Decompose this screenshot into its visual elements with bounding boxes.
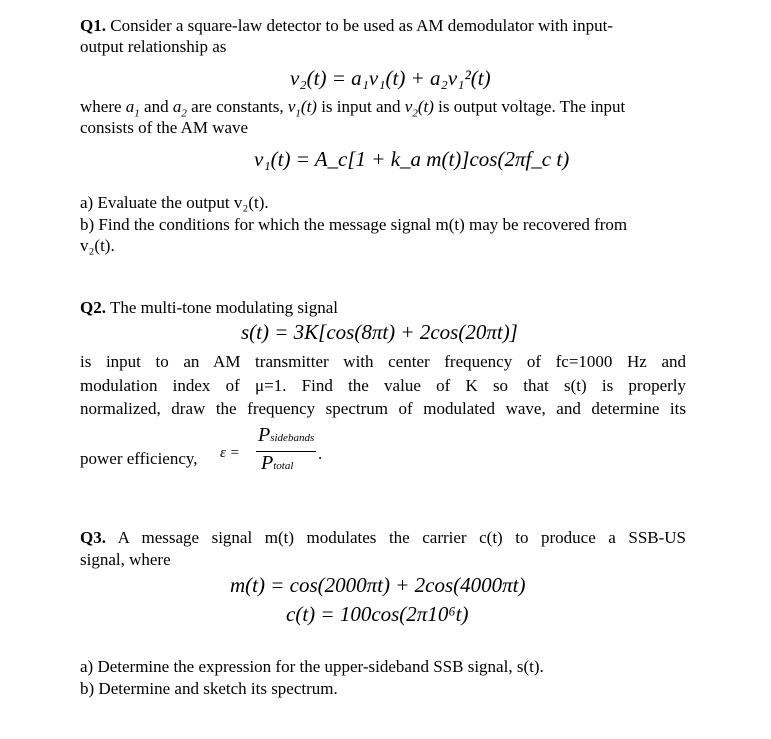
q2-epsilon: ε = bbox=[220, 445, 240, 461]
q1-part-b-line1: b) Find the conditions for which the message signal m(t) may be recovered from bbox=[80, 215, 628, 234]
q1-part-b-line2: v₂(t). bbox=[80, 236, 115, 255]
q1-var-a2: $a_2$ bbox=[172, 97, 187, 120]
q3-part-a: a) Determine the expression for the upper-sideband SSB signal, s(t). bbox=[80, 657, 544, 676]
q1-equation2 bbox=[254, 146, 569, 172]
q1-where-text-a: where bbox=[80, 97, 126, 116]
q3-equation2 bbox=[286, 601, 468, 627]
q1-var-v2: $v_2(t)$ bbox=[404, 97, 434, 120]
q2-intro-text: The multi-tone modulating signal bbox=[109, 298, 338, 317]
q1-intro-line1 bbox=[80, 15, 613, 36]
q2-body-line1: is input to an AM transmitter with center frequency of fc=1000 Hz and bbox=[80, 352, 686, 371]
q3-equation1 bbox=[230, 572, 526, 598]
q3-intro-line2: signal, where bbox=[80, 550, 171, 569]
q2-frac-den bbox=[261, 453, 293, 477]
q2-efficiency-formula bbox=[216, 425, 326, 480]
q1-var-a1: $a_1$ bbox=[125, 97, 140, 120]
q3-heading: Q3. bbox=[80, 528, 106, 547]
q3-part-b: b) Determine and sketch its spectrum. bbox=[80, 679, 338, 698]
q2-intro-line bbox=[80, 297, 338, 318]
q1-where-text-d: is input and bbox=[316, 97, 405, 116]
q1-where-line1 bbox=[80, 96, 626, 120]
q2-frac-den-sub: total bbox=[273, 460, 294, 472]
q1-intro-line2: output relationship as bbox=[80, 37, 227, 56]
q2-frac-num-p: P bbox=[258, 424, 271, 446]
q2-equation-text: s(t) = 3K[cos(8πt) + 2cos(20πt)] bbox=[241, 320, 518, 344]
q2-power-label: power efficiency, bbox=[80, 449, 198, 468]
q2-heading: Q2. bbox=[80, 298, 106, 317]
q1-heading: Q1. bbox=[80, 16, 106, 35]
q1-where-text-e: is output voltage. The input bbox=[433, 97, 626, 116]
q2-body-line2: modulation index of μ=1. Find the value of K so that s(t) is properly bbox=[80, 376, 686, 395]
q3-intro-line1 bbox=[80, 527, 686, 548]
q1-where-line2: consists of the AM wave bbox=[80, 118, 249, 137]
q2-frac-num-sub: sidebands bbox=[270, 432, 315, 444]
q2-frac-num bbox=[258, 425, 314, 449]
q2-frac-den-p: P bbox=[261, 452, 274, 474]
q3-equation1-text: m(t) = cos(2000πt) + 2cos(4000πt) bbox=[230, 573, 526, 597]
q1-equation1-text: v₂(t) = a₁v₁(t) + a₂v₁²(t) bbox=[290, 66, 491, 90]
q1-equation1 bbox=[290, 65, 491, 91]
q2-equation bbox=[241, 319, 518, 345]
q1-intro-text: Consider a square-law detector to be used as AM demodulator with input- bbox=[110, 16, 614, 35]
q1-part-a: a) Evaluate the output v₂(t). bbox=[80, 193, 269, 212]
q3-intro-text: A message signal m(t) modulates the carrier c(t) to produce a SSB-US bbox=[117, 528, 687, 547]
q1-equation2-text: v₁(t) = A_c[1 + k_a m(t)]cos(2πf_c t) bbox=[254, 147, 570, 171]
q3-equation2-text: c(t) = 100cos(2π10⁶t) bbox=[286, 602, 469, 626]
q2-frac-end: . bbox=[318, 444, 323, 463]
q1-where-text-b: and bbox=[139, 97, 173, 116]
q1-var-v1: $v_1(t)$ bbox=[287, 97, 317, 120]
q1-where-text-c: are constants, bbox=[186, 97, 288, 116]
q2-body-line3: normalized, draw the frequency spectrum of modulated wave, and determine its bbox=[80, 399, 686, 418]
